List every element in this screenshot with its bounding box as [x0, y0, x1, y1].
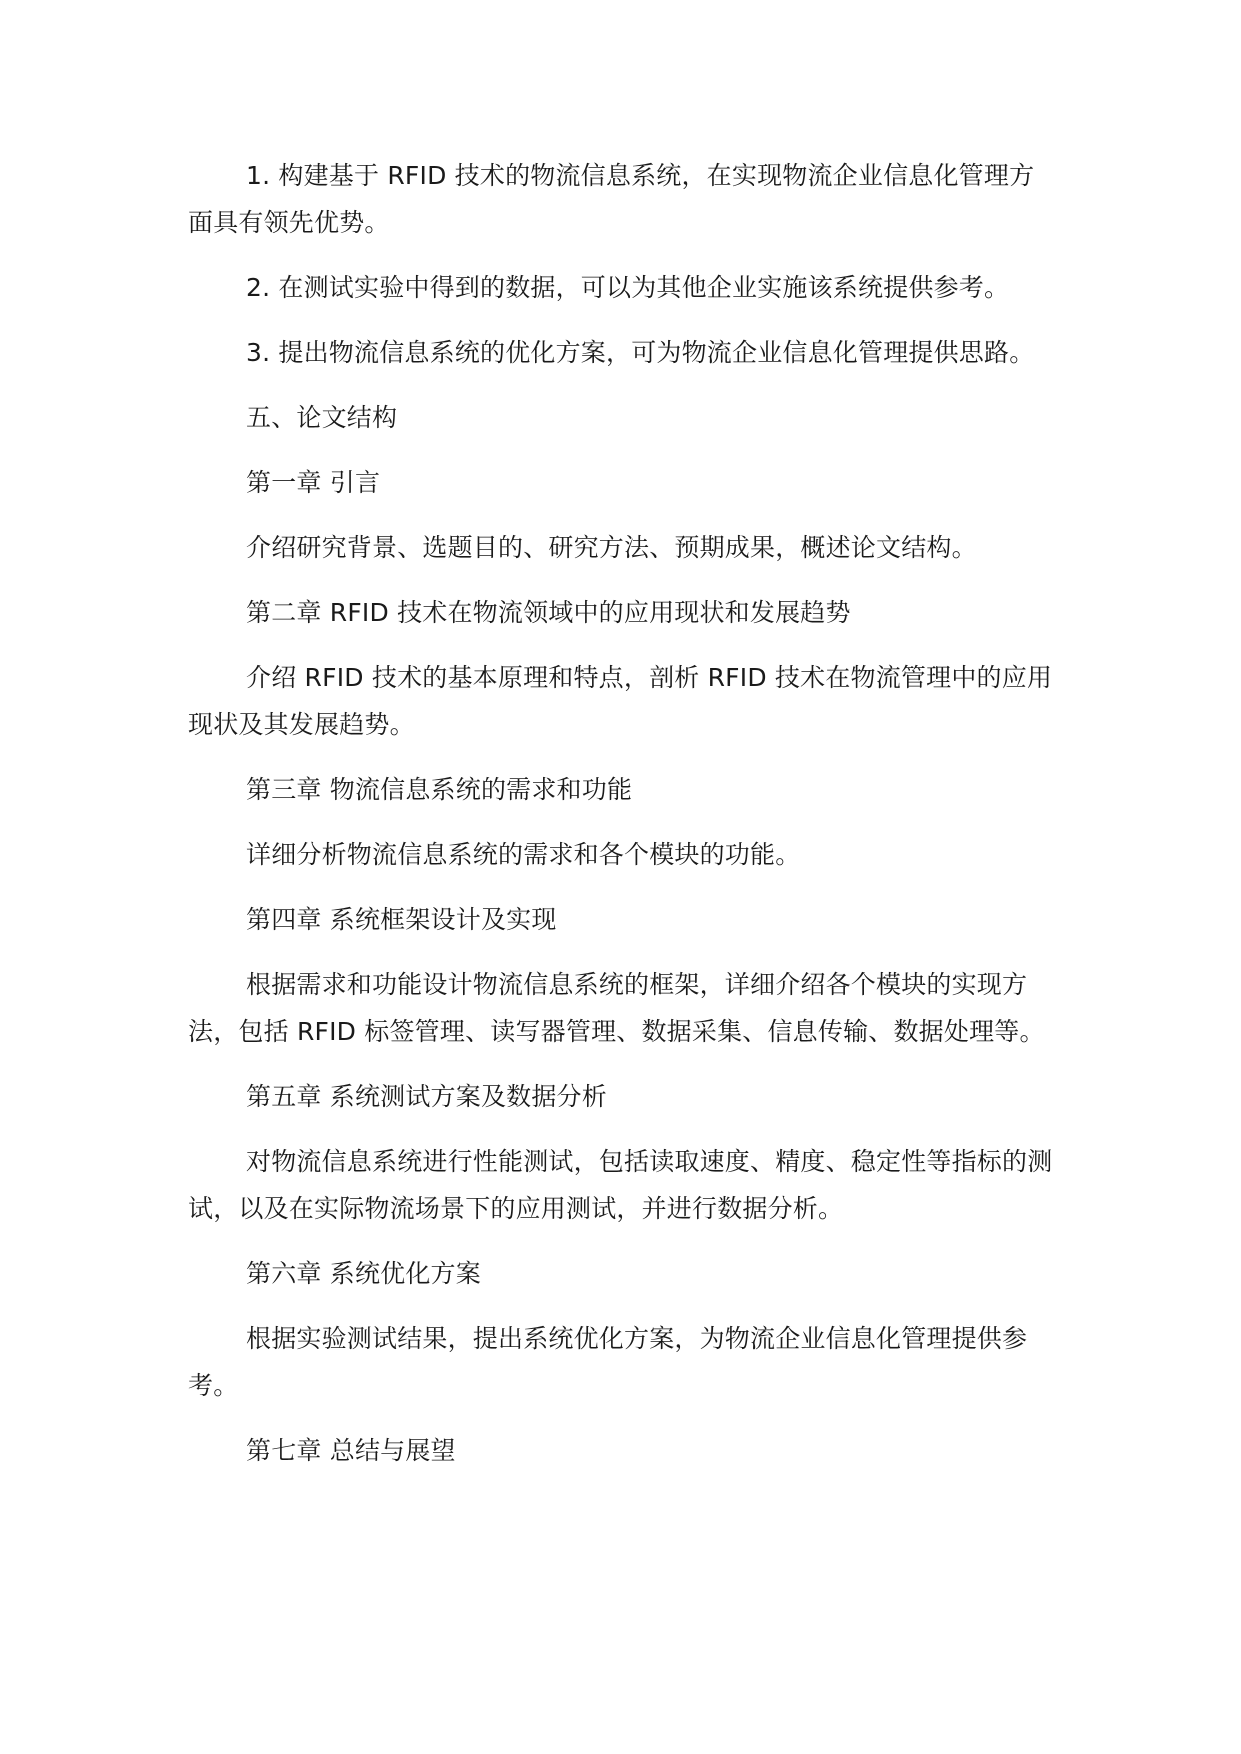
- chapter-1-description: 介绍研究背景、选题目的、研究方法、预期成果，概述论文结构。: [246, 533, 977, 562]
- chapter-6-title: 第六章 系统优化方案: [246, 1259, 481, 1288]
- list-item-3: 3. 提出物流信息系统的优化方案，可为物流企业信息化管理提供思路。: [246, 338, 1035, 367]
- chapter-5-title: 第五章 系统测试方案及数据分析: [246, 1082, 607, 1111]
- chapter-4-description: 根据需求和功能设计物流信息系统的框架，详细介绍各个模块的实现方法，包括 RFID 标签管理、读写器管理、数据采集、信息传输、数据处理等。: [188, 970, 1045, 1046]
- list-item-1: 1. 构建基于 RFID 技术的物流信息系统，在实现物流企业信息化管理方面具有领先优势。: [188, 161, 1035, 237]
- chapter-2-description: 介绍 RFID 技术的基本原理和特点，剖析 RFID 技术在物流管理中的应用现状及其发展趋势。: [188, 663, 1053, 739]
- chapter-4-title: 第四章 系统框架设计及实现: [246, 905, 557, 934]
- chapter-7-title: 第七章 总结与展望: [246, 1436, 456, 1465]
- section-heading: 五、论文结构: [246, 403, 398, 432]
- document-body: [188, 152, 1056, 1492]
- chapter-5-description: 对物流信息系统进行性能测试，包括读取速度、精度、稳定性等指标的测试，以及在实际物流场景下的应用测试，并进行数据分析。: [188, 1147, 1053, 1223]
- chapter-6-description: 根据实验测试结果，提出系统优化方案，为物流企业信息化管理提供参考。: [188, 1324, 1028, 1400]
- chapter-2-title: 第二章 RFID 技术在物流领域中的应用现状和发展趋势: [246, 598, 851, 627]
- chapter-3-title: 第三章 物流信息系统的需求和功能: [246, 775, 633, 804]
- chapter-1-title: 第一章 引言: [246, 468, 381, 497]
- list-item-2: 2. 在测试实验中得到的数据，可以为其他企业实施该系统提供参考。: [246, 273, 1010, 302]
- chapter-3-description: 详细分析物流信息系统的需求和各个模块的功能。: [246, 840, 801, 869]
